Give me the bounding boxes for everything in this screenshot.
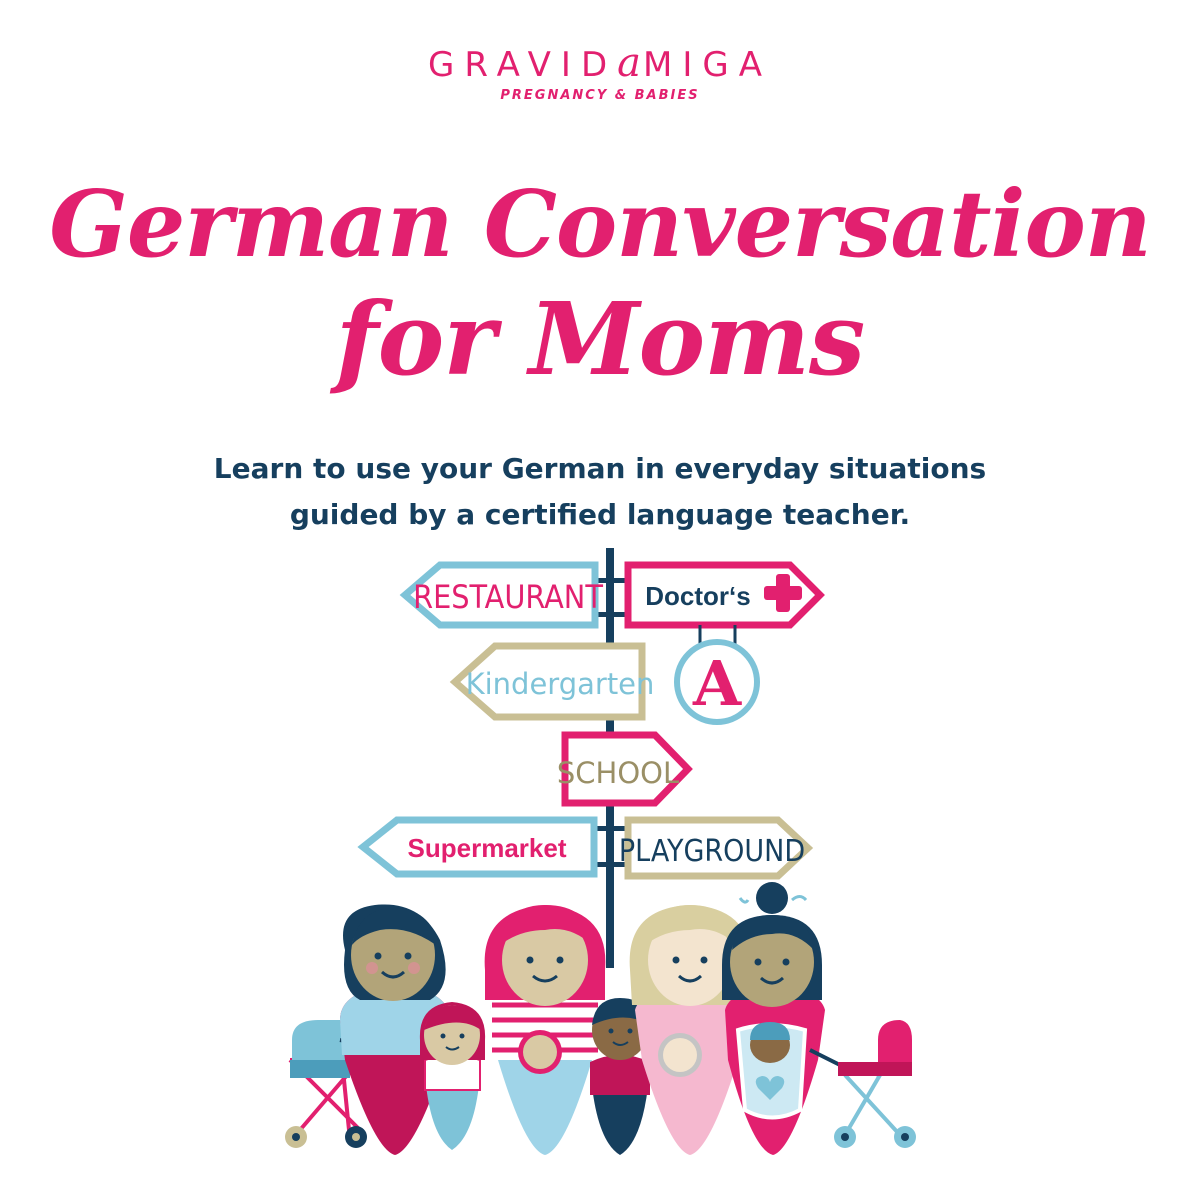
- headline-line-2: for Moms: [335, 280, 865, 398]
- sign-school-label: SCHOOL: [556, 756, 680, 790]
- sign-restaurant-label: RESTAURANT: [413, 578, 603, 616]
- sign-doctors-label: Doctor‘s: [645, 581, 751, 611]
- sign-kindergarten-label: Kindergarten: [465, 667, 655, 701]
- subtitle-line-1: Learn to use your German in everyday situations: [213, 452, 987, 485]
- sign-school: [557, 735, 688, 803]
- stroller-icon-right: [810, 1020, 916, 1148]
- sign-playground-label: PLAYGROUND: [618, 834, 806, 869]
- sign-supermarket: [363, 820, 594, 874]
- logo-tagline: PREGNANCY & BABIES: [500, 88, 700, 103]
- subtitle-line-2: guided by a certified language teacher.: [289, 498, 911, 531]
- pharmacy-sign: [677, 625, 757, 722]
- pharmacy-icon: A: [692, 647, 742, 720]
- headline-line-1: German Conversation: [49, 170, 1151, 278]
- logo-text-right: MIGA: [643, 45, 772, 85]
- logo-text-left: GRAVID: [428, 45, 618, 85]
- sign-playground: [619, 820, 808, 876]
- sign-kindergarten: [455, 646, 654, 717]
- sign-restaurant: [405, 565, 603, 625]
- mom-2: [485, 905, 606, 1155]
- sign-doctors: [628, 565, 820, 625]
- child-girl-1: [420, 1002, 485, 1150]
- sign-supermarket-label: Supermarket: [407, 833, 567, 863]
- logo-text-script: a: [617, 40, 644, 86]
